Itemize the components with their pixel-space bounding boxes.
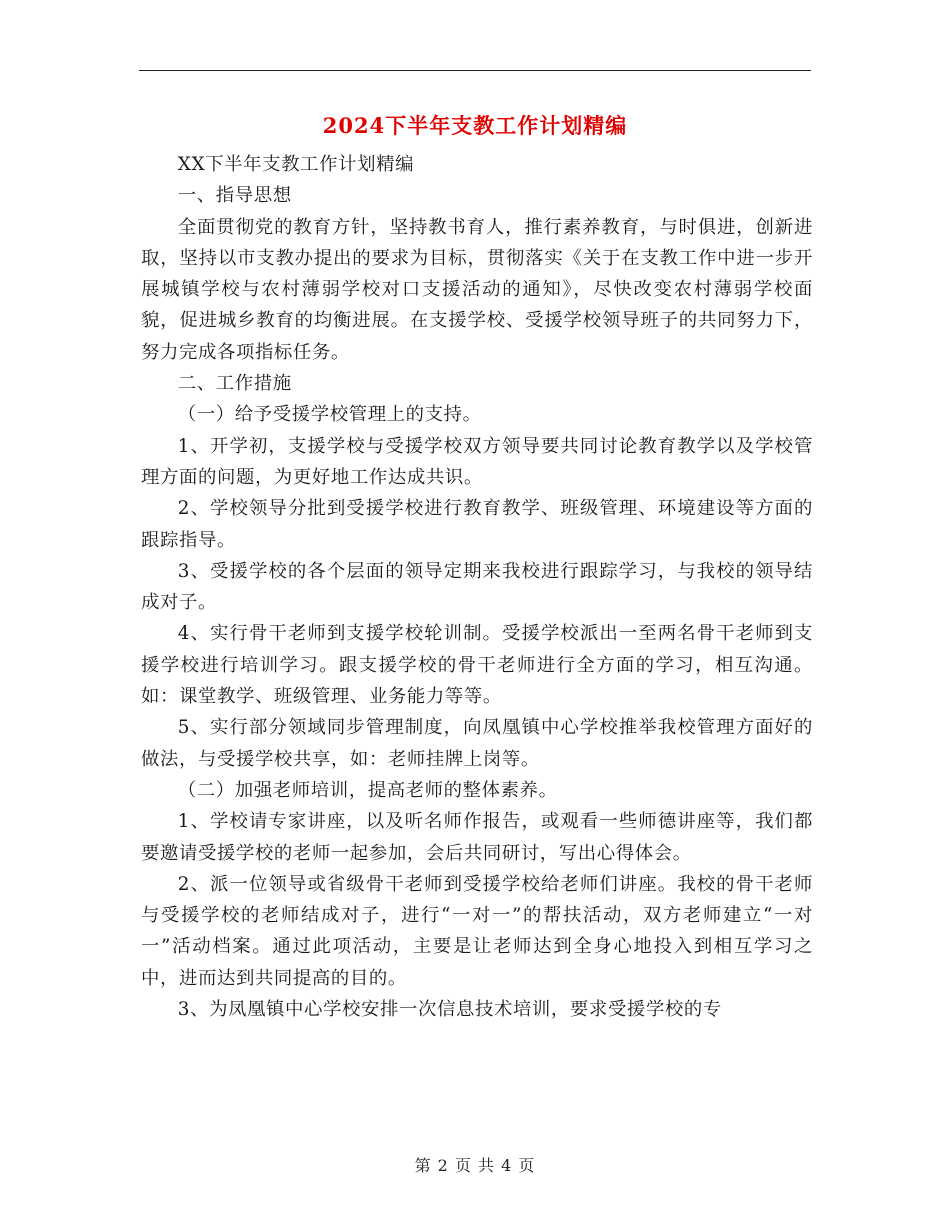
document-body bbox=[141, 149, 813, 1025]
header-rule bbox=[139, 70, 811, 71]
section-heading: 一、指导思想 bbox=[177, 185, 292, 207]
section-heading: 二、工作措施 bbox=[177, 373, 292, 395]
paragraph: 4、实行骨干老师到支援学校轮训制。受援学校派出一至两名骨干老师到支援学校进行培训学习。跟支援学校的骨干老师进行全方面的学习，相互沟通。如：课堂教学、班级管理、业务能力等等。 bbox=[141, 623, 813, 708]
document-title: 2024下半年支教工作计划精编 bbox=[322, 113, 628, 138]
paragraph: XX下半年支教工作计划精编 bbox=[177, 154, 415, 175]
subsection-heading: （一）给予受援学校管理上的支持。 bbox=[177, 404, 482, 426]
paragraph: 3、为凤凰镇中心学校安排一次信息技术培训，要求受援学校的专 bbox=[177, 999, 722, 1021]
paragraph: 1、开学初，支援学校与受援学校双方领导要共同讨论教育教学以及学校管理方面的问题，为更好地工作达成共识。 bbox=[141, 435, 813, 488]
paragraph: 2、派一位领导或省级骨干老师到受援学校给老师们讲座。我校的骨干老师与受援学校的老师结成对子，进行“一对一”的帮扶活动，双方老师建立“一对一”活动档案。通过此项活动，主要是让老师达到全身心地投入到相互学习之中，进而达到共同提高的目的。 bbox=[141, 873, 813, 989]
paragraph: 全面贯彻党的教育方针，坚持教书育人，推行素养教育，与时俱进，创新进取，坚持以市支教办提出的要求为目标，贯彻落实《关于在支教工作中进一步开展城镇学校与农村薄弱学校对口支援活动的通知》，尽快改变农村薄弱学校面貌，促进城乡教育的均衡进展。在支援学校、受援学校领导班子的共同努力下，努力完成各项指标任务。 bbox=[141, 216, 813, 363]
paragraph: 1、学校请专家讲座，以及听名师作报告，或观看一些师德讲座等，我们都要邀请受援学校的老师一起参加，会后共同研讨，写出心得体会。 bbox=[141, 811, 813, 864]
page-number: 第 2 页 共 4 页 bbox=[414, 1156, 536, 1175]
subsection-heading: （二）加强老师培训，提高老师的整体素养。 bbox=[177, 779, 558, 801]
paragraph: 5、实行部分领域同步管理制度，向凤凰镇中心学校推举我校管理方面好的做法，与受援学校共享，如：老师挂牌上岗等。 bbox=[141, 717, 813, 770]
paragraph: 2、学校领导分批到受援学校进行教育教学、班级管理、环境建设等方面的跟踪指导。 bbox=[141, 498, 813, 551]
paragraph: 3、受援学校的各个层面的领导定期来我校进行跟踪学习，与我校的领导结成对子。 bbox=[141, 560, 813, 614]
